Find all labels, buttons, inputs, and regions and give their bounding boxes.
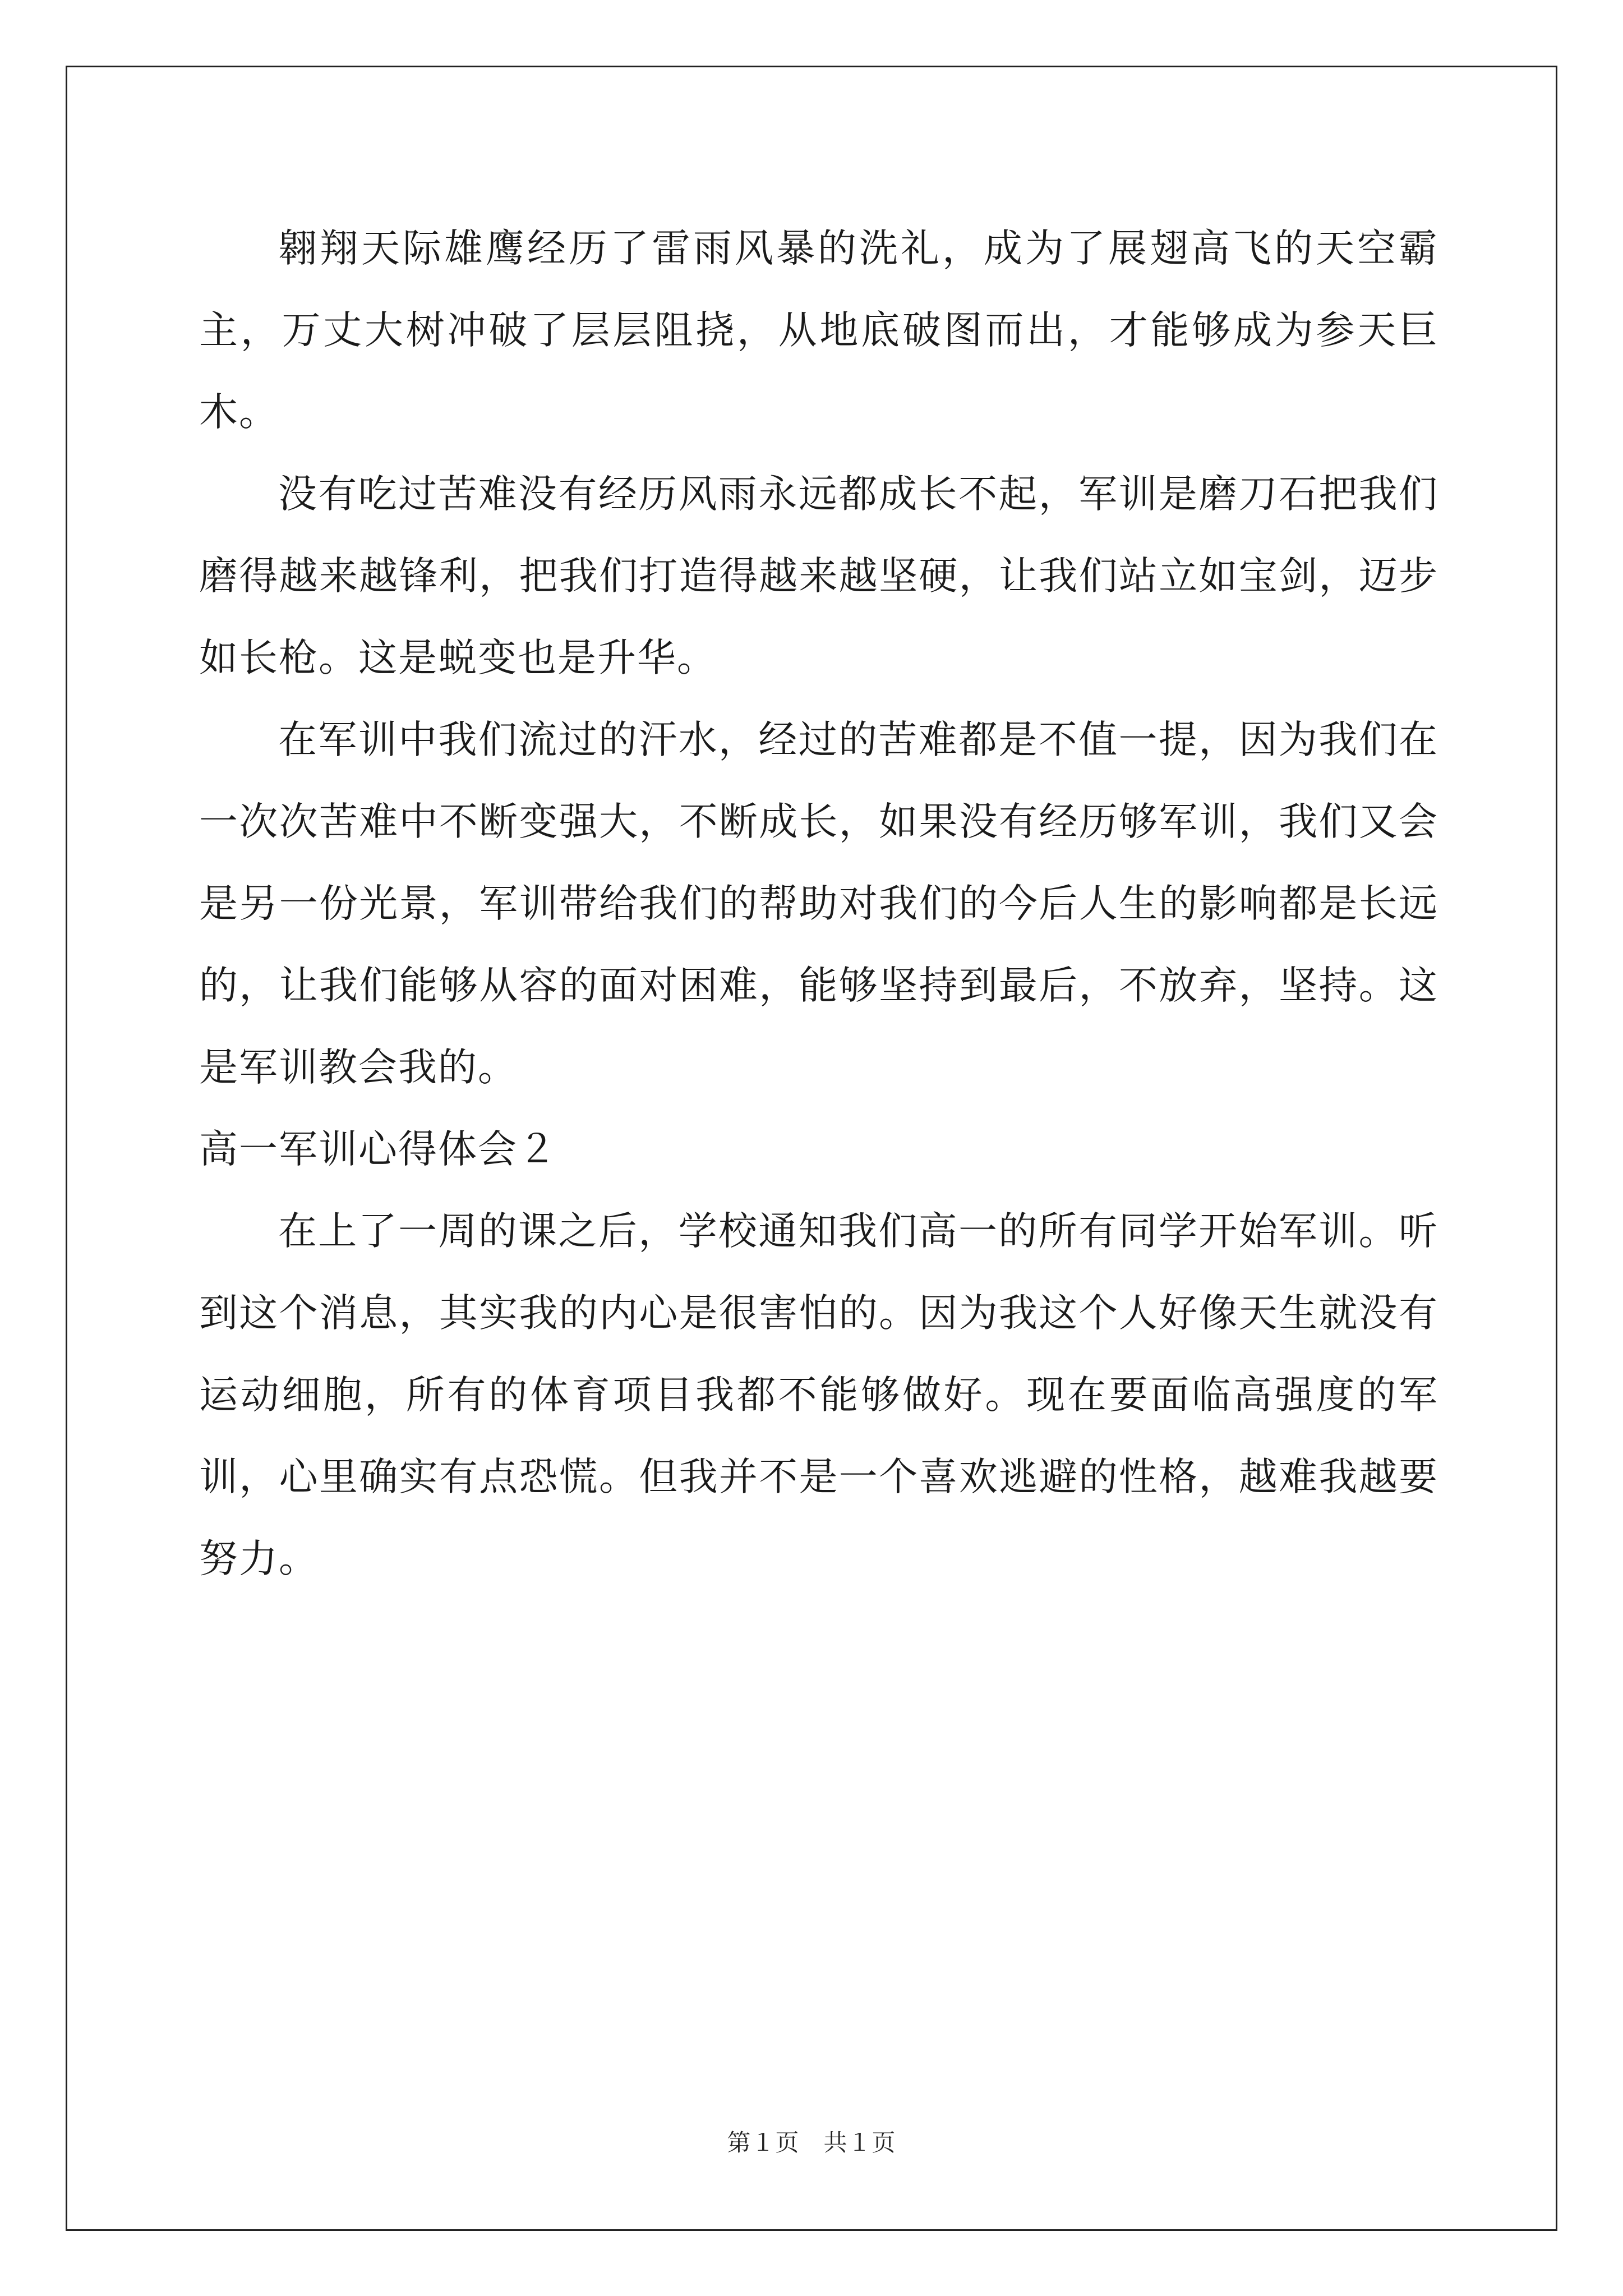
page-number: 第１页 xyxy=(727,2129,800,2156)
page-footer xyxy=(0,2126,1623,2160)
paragraph: 没有吃过苦难没有经历风雨永远都成长不起，军训是磨刀石把我们磨得越来越锋利，把我们打造得越来越坚硬，让我们站立如宝剑，迈步如长枪。这是蜕变也是升华。 xyxy=(199,472,1438,680)
paragraph: 翱翔天际雄鹰经历了雷雨风暴的洗礼，成为了展翅高飞的天空霸主，万丈大树冲破了层层阻挠，从地底破图而出，才能够成为参天巨木。 xyxy=(199,226,1438,435)
page-total: 共１页 xyxy=(823,2129,896,2156)
paragraph: 在上了一周的课之后，学校通知我们高一的所有同学开始军训。听到这个消息，其实我的内心是很害怕的。因为我这个人好像天生就没有运动细胞，所有的体育项目我都不能够做好。现在要面临高强度的军训，心里确实有点恐慌。但我并不是一个喜欢逃避的性格，越难我越要努力。 xyxy=(199,1209,1438,1581)
document-body xyxy=(199,208,1438,1600)
section-heading: 高一军训心得体会２ xyxy=(199,1127,557,1172)
paragraph: 在军训中我们流过的汗水，经过的苦难都是不值一提，因为我们在一次次苦难中不断变强大，不断成长，如果没有经历够军训，我们又会是另一份光景，军训带给我们的帮助对我们的今后人生的影响都是长远的，让我们能够从容的面对困难，能够坚持到最后，不放弃，坚持。这是军训教会我的。 xyxy=(199,717,1438,1090)
